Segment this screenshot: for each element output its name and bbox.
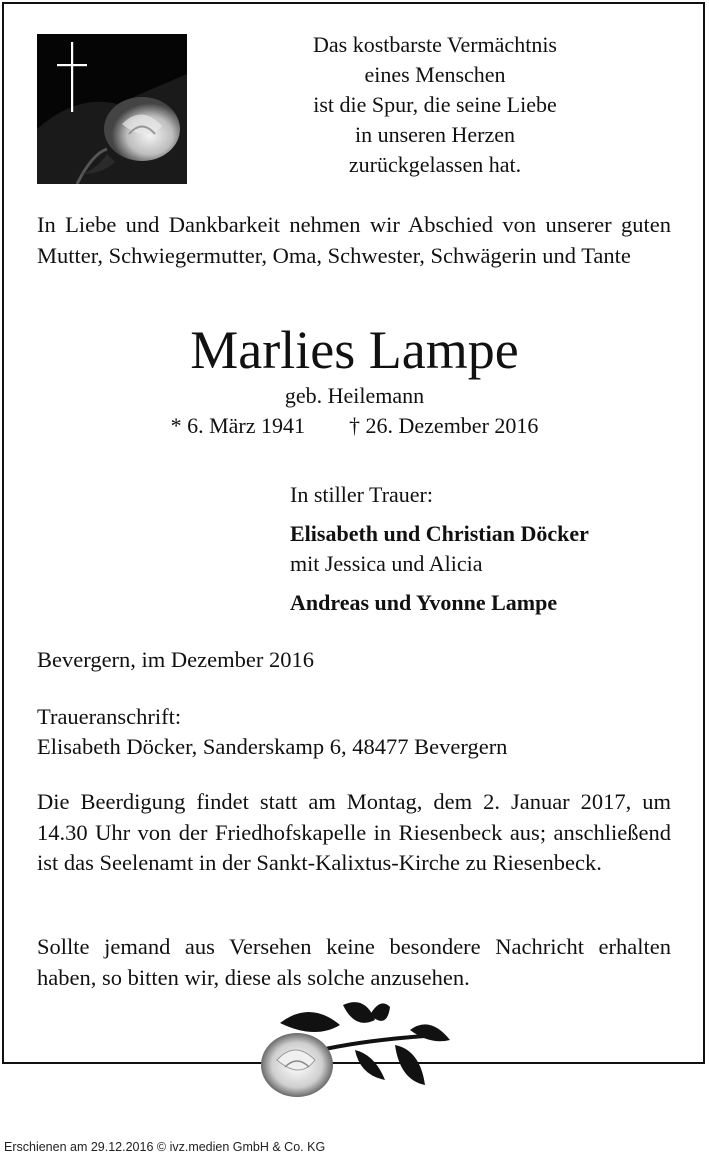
life-dates bbox=[0, 413, 709, 439]
death-date: † 26. Dezember 2016 bbox=[349, 413, 539, 438]
poem-line: in unseren Herzen bbox=[354, 122, 516, 147]
mourner-family-1: Elisabeth und Christian Döcker bbox=[290, 521, 589, 546]
birth-date: * 6. März 1941 bbox=[170, 413, 306, 438]
intro-text: In Liebe und Dankbarkeit nehmen wir Abschied von unserer guten Mutter, Schwiegermutter, Oma, Schwester, Schwägerin und Tante bbox=[37, 212, 671, 268]
poem-line: eines Menschen bbox=[364, 62, 506, 87]
mourner-family-1-children: mit Jessica und Alicia bbox=[290, 551, 483, 576]
address-label: Traueranschrift: bbox=[37, 704, 182, 729]
mourners-heading: In stiller Trauer: bbox=[290, 482, 433, 507]
place-date: Bevergern, im Dezember 2016 bbox=[37, 647, 314, 672]
publication-footer: Erschienen am 29.12.2016 © ivz.medien GmbH & Co. KG bbox=[4, 1140, 326, 1154]
rose-icon bbox=[255, 995, 455, 1109]
notice-text: Sollte jemand aus Versehen keine besondere Nachricht erhalten haben, so bitten wir, diese als solche anzusehen. bbox=[37, 934, 671, 990]
mourner-family-2: Andreas und Yvonne Lampe bbox=[290, 590, 558, 615]
cross-rose-photo bbox=[37, 34, 187, 184]
memorial-poem bbox=[200, 30, 670, 180]
maiden-name: geb. Heilemann bbox=[284, 383, 425, 408]
poem-line: zurückgelassen hat. bbox=[348, 152, 522, 177]
cross-icon bbox=[37, 34, 187, 184]
funeral-info: Die Beerdigung findet statt am Montag, dem 2. Januar 2017, um 14.30 Uhr von der Friedhofskapelle in Riesenbeck aus; anschließend ist das Seelenamt in der Sankt-Kalixtus-Kirche zu Riesenbeck. bbox=[37, 789, 671, 875]
address-value: Elisabeth Döcker, Sanderskamp 6, 48477 Bevergern bbox=[37, 734, 508, 759]
poem-line: ist die Spur, die seine Liebe bbox=[313, 92, 557, 117]
deceased-name: Marlies Lampe bbox=[190, 320, 519, 380]
poem-line: Das kostbarste Vermächtnis bbox=[313, 32, 557, 57]
